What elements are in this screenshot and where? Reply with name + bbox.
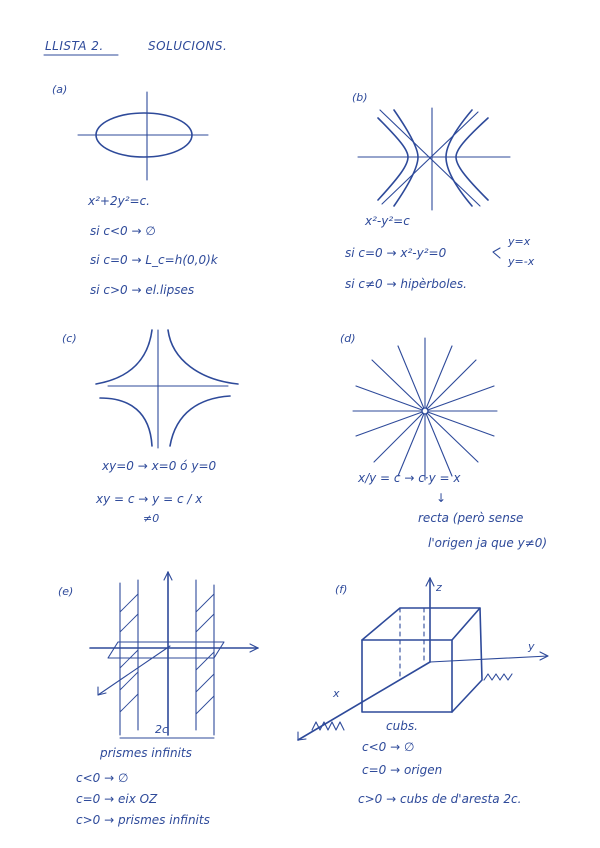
b-branch-1: y=x — [508, 235, 531, 248]
branch-brace-icon — [493, 248, 500, 258]
page-title: LLISTA 2. — [45, 39, 104, 53]
b-case-2: si c≠0 → hipèrboles. — [345, 277, 467, 291]
e-case-1: c<0 → ∅ — [76, 771, 129, 785]
infinite-prism-diagram — [90, 572, 258, 738]
hyperbola-diagram — [358, 108, 510, 210]
f-case-3: c>0 → cubs de d'aresta 2c. — [358, 792, 522, 806]
e-width-label: 2c — [155, 723, 169, 736]
d-line-3: l'origen ja que y≠0) — [428, 536, 548, 550]
b-case-1: si c=0 → x²-y²=0 — [345, 246, 447, 260]
label-d: (d) — [340, 332, 356, 345]
d-line-2: recta (però sense — [418, 511, 524, 525]
c-line-1: xy=0 → x=0 ó y=0 — [102, 459, 217, 473]
d-line-1: x/y = c → c·y = x — [358, 471, 461, 485]
a-case-1: si c<0 → ∅ — [90, 224, 156, 238]
e-case-3: c>0 → prismes infinits — [76, 813, 210, 827]
page-subtitle: SOLUCIONS. — [148, 39, 228, 53]
c-line-2: xy = c → y = c / x — [96, 492, 203, 506]
a-case-2: si c=0 → L_c=h(0,0)k — [90, 253, 218, 267]
e-case-2: c=0 → eix OZ — [76, 792, 158, 806]
f-axis-x: x — [333, 687, 340, 700]
f-axis-y: y — [528, 640, 535, 653]
c-nonzero-note: ≠0 — [143, 512, 160, 525]
label-f: (f) — [335, 583, 348, 596]
f-caption: cubs. — [386, 719, 418, 733]
f-case-1: c<0 → ∅ — [362, 740, 415, 754]
f-axis-z: z — [436, 581, 442, 594]
e-caption: prismes infinits — [100, 746, 192, 760]
label-c: (c) — [62, 332, 77, 345]
label-b: (b) — [352, 91, 368, 104]
b-equation: x²-y²=c — [365, 214, 410, 228]
label-e: (e) — [58, 585, 74, 598]
label-a: (a) — [52, 83, 68, 96]
ellipse-diagram — [78, 92, 208, 180]
f-case-2: c=0 → origen — [362, 763, 443, 777]
a-equation: x²+2y²=c. — [88, 194, 150, 208]
cube-diagram — [298, 578, 548, 740]
d-arrow: ↓ — [436, 491, 447, 505]
a-case-3: si c>0 → el.lipses — [90, 283, 195, 297]
radial-lines-diagram — [353, 338, 497, 480]
b-branch-2: y=-x — [508, 255, 535, 268]
xy-hyperbola-diagram — [96, 330, 238, 448]
